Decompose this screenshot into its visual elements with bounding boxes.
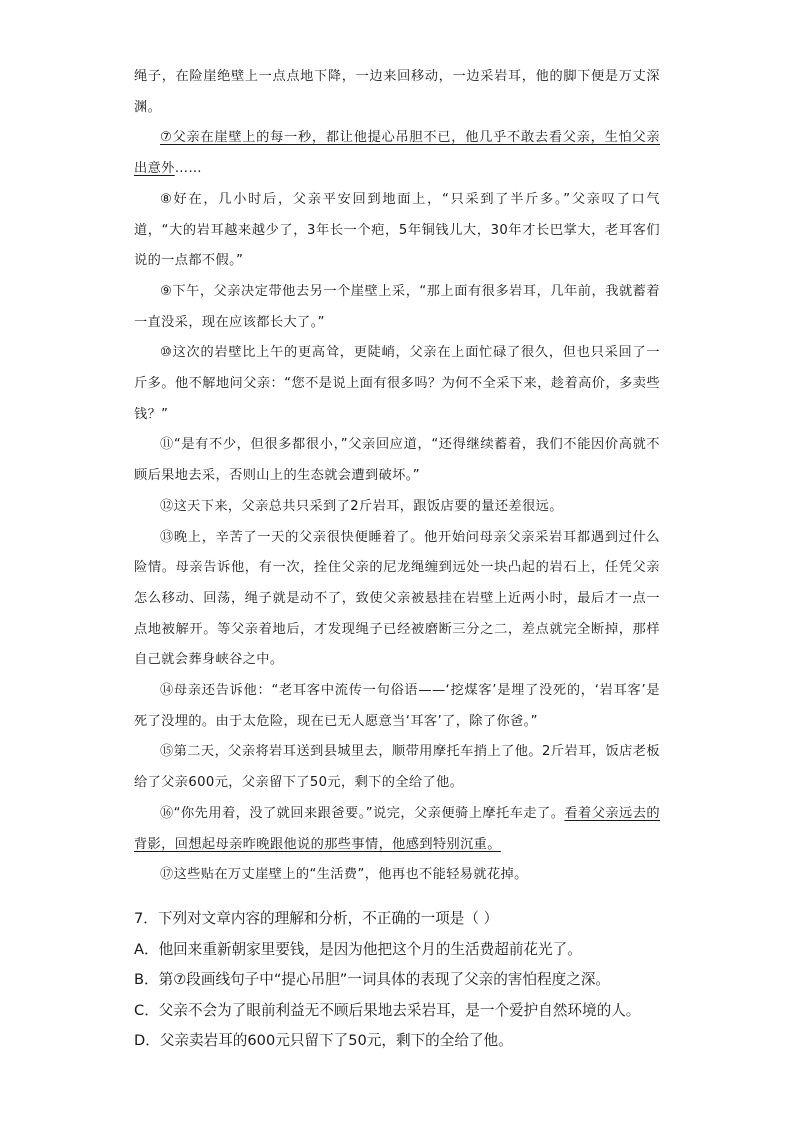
paragraph-15: ⑮第二天，父亲将岩耳送到县城里去，顺带用摩托车捎上了他。2斤岩耳，饭店老板给了父亲600元，父亲留下了50元，剩下的全给了他。: [134, 744, 660, 791]
option-c[interactable]: C．父亲不会为了眼前利益无不顾后果地去采岩耳，是一个爱护自然环境的人。: [134, 1001, 641, 1019]
paragraph-16-text: ⑯“你先用着，没了就回来跟爸要。”说完，父亲便骑上摩托车走了。: [160, 805, 565, 821]
paragraph-7: [134, 123, 660, 184]
paragraph-10: ⑩这次的岩壁比上午的更高耸，更陡峭，父亲在上面忙碌了很久，但也只采回了一斤多。他不解地问父亲：“您不是说上面有很多吗？为何不全采下来，趁着高价，多卖些钱？”: [134, 345, 660, 422]
paragraph-6-continuation: 绳子，在险崖绝壁上一点点地下降，一边来回移动，一边采岩耳，他的脚下便是万丈深渊。: [134, 69, 660, 115]
paragraph-7-ellipsis: ……: [174, 161, 202, 177]
paragraph-14: ⑭母亲还告诉他：“老耳客中流传一句俗语——‘挖煤客’是埋了没死的，‘岩耳客’是死了没埋的。由于太危险，现在已无人愿意当‘耳客’了，除了你爸。”: [134, 683, 660, 729]
question-stem: 7．下列对文章内容的理解和分析，不正确的一项是（ ）: [134, 910, 499, 927]
question-7: [134, 904, 694, 1057]
paragraph-13: ⑬晚上，辛苦了一天的父亲很快便睡着了。他开始问母亲父亲采岩耳都遇到过什么险情。母亲告诉他，有一次，拴住父亲的尼龙绳缠到远处一块凸起的岩石上，任凭父亲怎么移动、回荡，绳子就是动不了，致使父亲被悬挂在岩壁上近两小时，最后才一点一点地被解开。等父亲着地后，才发现绳子已经被磨断三分之二，差点就完全断掉，那样自己就会葬身峡谷之中。: [134, 529, 660, 668]
paragraph-17: ⑰这些贴在万丈崖壁上的“生活费”，他再也不能轻易就花掉。: [160, 867, 528, 883]
paragraph-12: ⑫这天下来，父亲总共只采到了2斤岩耳，跟饭店要的量还差很远。: [160, 498, 563, 514]
story-text: [134, 62, 660, 891]
option-d[interactable]: D．父亲卖岩耳的600元只留下了50元，剩下的全给了他。: [134, 1032, 513, 1049]
option-b[interactable]: B．第⑦段画线句子中“提心吊胆”一词具体的表现了父亲的害怕程度之深。: [134, 971, 611, 988]
paragraph-11: ⑪“是有不少，但很多都很小，”父亲回应道，“还得继续蓄着，我们不能因价高就不顾后果地去采，否则山上的生态就会遭到破坏。”: [134, 437, 660, 484]
underlined-sentence-7: ⑦父亲在崖壁上的每一秒，都让他提心吊胆不已，他几乎不敢去看父亲，生怕父亲出意外: [134, 130, 660, 177]
underlined-sentence-16: 看着父亲远去的背影，回想起母亲昨晚跟他说的那些事情，他感到特别沉重。: [134, 805, 660, 852]
option-a[interactable]: A．他回来重新朝家里要钱，是因为他把这个月的生活费超前花光了。: [134, 940, 582, 958]
paragraph-16: [134, 799, 660, 860]
paragraph-8: ⑧好在，几小时后，父亲平安回到地面上，“只采到了半斤多。”父亲叹了口气道，“大的岩耳越来越少了，3年长一个疤，5年铜钱儿大，30年才长巴掌大，老耳客们说的一点都不假。”: [134, 191, 660, 269]
paragraph-9: ⑨下午，父亲决定带他去另一个崖壁上采，“那上面有很多岩耳，几年前，我就蓄着一直没采，现在应该都长大了。”: [134, 283, 660, 330]
